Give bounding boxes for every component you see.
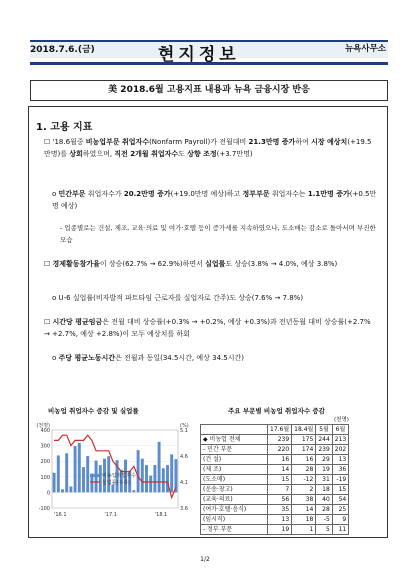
table-row	[201, 475, 349, 485]
jobs-bar	[74, 446, 77, 492]
table-cell: (제 조)	[201, 465, 268, 475]
table-cell: -5	[316, 515, 332, 525]
table-cell: 9	[332, 515, 348, 525]
table-header-cell: 5월	[316, 425, 332, 435]
y2-tick-label: 3.6	[180, 506, 188, 512]
paragraph-hours: o 주당 평균노동시간은 전월과 동일(34.5시간, 예상 34.5시간)	[52, 354, 244, 362]
office-name: 뉴욕사무소	[344, 44, 386, 54]
table-cell: 28	[316, 505, 332, 515]
table-cell: 202	[332, 445, 348, 455]
table-row	[201, 505, 349, 515]
table-cell: 13	[268, 515, 292, 525]
jobs-bar	[149, 476, 152, 493]
table-cell: 16	[292, 455, 316, 465]
y-tick-label: -100	[38, 506, 50, 512]
paragraph-participation: ☐ 경제활동참가율이 상승(62.7% → 62.9%)하면서 실업률도 상승(3.8% → 4.0%, 예상 3.8%)	[44, 260, 338, 268]
table-header-cell	[201, 425, 268, 435]
table-row	[201, 525, 349, 535]
table-cell: 54	[332, 495, 348, 505]
table-cell: -12	[292, 475, 316, 485]
table-cell: 7	[268, 485, 292, 495]
y-tick-label: 300	[40, 443, 50, 450]
report-date: 2018.7.6.(금)	[30, 45, 95, 55]
table-cell: (도소매)	[201, 475, 268, 485]
header-rule	[30, 62, 388, 65]
x-tick-label: '16.1	[54, 512, 67, 518]
bullet-icon: o	[52, 354, 59, 362]
jobs-bar	[65, 453, 68, 492]
table-cell: 16	[268, 455, 292, 465]
table-cell: 11	[332, 525, 348, 535]
table-cell: 28	[292, 465, 316, 475]
right-axis-unit: (%)	[180, 423, 189, 429]
jobs-bar	[145, 465, 148, 492]
legend-jobs-swatch	[90, 474, 100, 477]
jobs-bar	[53, 473, 56, 493]
table-cell: (건 설)	[201, 455, 268, 465]
y2-tick-label: 4.1	[180, 480, 188, 486]
jobs-bar	[141, 459, 144, 493]
table-cell: 18	[316, 485, 332, 495]
table-header-cell: 6월	[332, 425, 348, 435]
section-heading: 1. 고용 지표	[36, 122, 93, 133]
y-tick-label: 400	[40, 428, 50, 434]
jobs-bar	[162, 468, 165, 492]
table-cell: 14	[292, 505, 316, 515]
table-cell: (교육·의료)	[201, 495, 268, 505]
jobs-bar	[69, 486, 72, 492]
table-cell: 25	[332, 505, 348, 515]
legend-rate-label: 실업률(우축)	[102, 480, 131, 486]
paragraph-u6: o U-6 실업률(비자발적 파트타임 근로자를 실업자로 간주)도 상승(7.6% → 7.8%)	[52, 294, 304, 302]
page-number: 1/2	[200, 556, 210, 563]
table-cell: 36	[332, 465, 348, 475]
table-row	[201, 515, 349, 525]
report-subtitle: 美 2018.6월 고용지표 내용과 뉴욕 금융시장 반응	[30, 80, 388, 101]
jobs-bar	[166, 465, 169, 492]
table-cell: 1	[292, 525, 316, 535]
y-tick-label: 100	[40, 474, 50, 481]
checkbox-icon: ☐	[44, 138, 53, 146]
report-header	[30, 40, 388, 69]
y2-tick-label: 5.1	[180, 428, 188, 434]
table-cell: 35	[268, 505, 292, 515]
table-cell: 239	[316, 445, 332, 455]
y2-tick-label: 4.6	[180, 454, 188, 460]
table-row	[201, 445, 349, 455]
jobs-bar	[82, 467, 85, 492]
table-header-row	[201, 425, 349, 435]
jobs-bar	[158, 442, 161, 493]
jobs-bar	[170, 454, 173, 492]
jobs-bar	[57, 455, 60, 492]
y-tick-label: 0	[46, 490, 50, 497]
table-row	[201, 495, 349, 505]
table-cell: 244	[316, 435, 332, 445]
table-row	[201, 455, 349, 465]
table-cell: 13	[332, 455, 348, 465]
chart-title: 비농업 취업자수 증감 및 실업률	[48, 407, 139, 415]
sector-jobs-table	[200, 424, 349, 535]
table-cell: 18	[292, 515, 316, 525]
table-cell: 213	[332, 435, 348, 445]
table-header-cell: 18.4월	[292, 425, 316, 435]
paragraph-private-sector: o 민간부문 취업자수가 20.2만명 증가(+19.0만명 예상)하고 정부부문 취업자수는 1.1만명 증가(+0.5만명 예상)	[52, 190, 377, 210]
table-cell: 220	[268, 445, 292, 455]
table-unit: (천명)	[334, 417, 349, 423]
jobs-bar	[86, 456, 89, 492]
jobs-bar	[61, 489, 64, 492]
table-cell: 14	[268, 465, 292, 475]
checkbox-icon: ☐	[44, 260, 53, 268]
table-cell: - 민간 부문	[201, 445, 268, 455]
jobs-bar	[132, 490, 135, 492]
table-cell: - 정부 부문	[201, 525, 268, 535]
paragraph-wages: ☐ 시간당 평균임금은 전월 대비 상승률(+0.3% → +0.2%, 예상 +0.3%)과 전년동월 대비 상승률(+2.7% → +2.7%, 예상 +2.8%)이 모두 예상치를 하회	[44, 318, 371, 338]
table-cell: 40	[316, 495, 332, 505]
jobs-bar	[153, 465, 156, 492]
bullet-icon: o	[52, 190, 59, 198]
table-cell: -19	[332, 475, 348, 485]
table-row	[201, 465, 349, 475]
table-cell: 239	[268, 435, 292, 445]
paragraph-industries: - 업종별로는 건설, 제조, 교육·의료 및 여가·호텔 등이 증가세를 지속하였으나, 도소매는 감소로 돌아서며 부진한 모습	[60, 224, 376, 244]
x-tick-label: '18.1	[154, 512, 168, 518]
table-cell: 2	[292, 485, 316, 495]
dash-icon: -	[60, 224, 65, 232]
jobs-unemployment-chart	[30, 416, 195, 522]
table-cell: 38	[292, 495, 316, 505]
paragraph-nonfarm: ☐ '18.6월중 비농업부문 취업자수(Nonfarm Payroll)가 전월대비 21.3만명 증가하여 시장 예상치(+19.5만명)를 상회하였으며, 직전 2개월 취업자수도 상향 조정(+3.7만명)	[44, 138, 372, 158]
table-cell: 175	[292, 435, 316, 445]
x-tick-label: '17.1	[104, 512, 117, 518]
table-row	[201, 435, 349, 445]
table-cell: 5	[316, 525, 332, 535]
bullet-icon: o	[52, 294, 59, 302]
table-cell: (여가·호텔·음식)	[201, 505, 268, 515]
table-cell: (운송·창고)	[201, 485, 268, 495]
jobs-bar	[137, 450, 140, 492]
left-axis-unit: (천명)	[36, 423, 50, 429]
table-cell: 15	[332, 485, 348, 495]
table-cell: 19	[316, 465, 332, 475]
y-tick-label: 200	[40, 459, 50, 466]
table-cell: 31	[316, 475, 332, 485]
table-row	[201, 485, 349, 495]
table-header-cell: 17.6월	[268, 425, 292, 435]
table-cell: 19	[268, 525, 292, 535]
table-cell: 15	[268, 475, 292, 485]
table-cell: (임시직)	[201, 515, 268, 525]
checkbox-icon: ☐	[44, 318, 53, 326]
table-cell: ◆ 비농업 전체	[201, 435, 268, 445]
table-title: 주요 부문별 비농업 취업자수 증감	[228, 407, 325, 415]
report-title: 현지정보	[158, 45, 240, 65]
table-cell: 174	[292, 445, 316, 455]
table-cell: 56	[268, 495, 292, 505]
table-cell: 29	[316, 455, 332, 465]
jobs-bar	[78, 443, 81, 493]
legend-jobs-label: 비농업취업자수	[102, 473, 136, 479]
